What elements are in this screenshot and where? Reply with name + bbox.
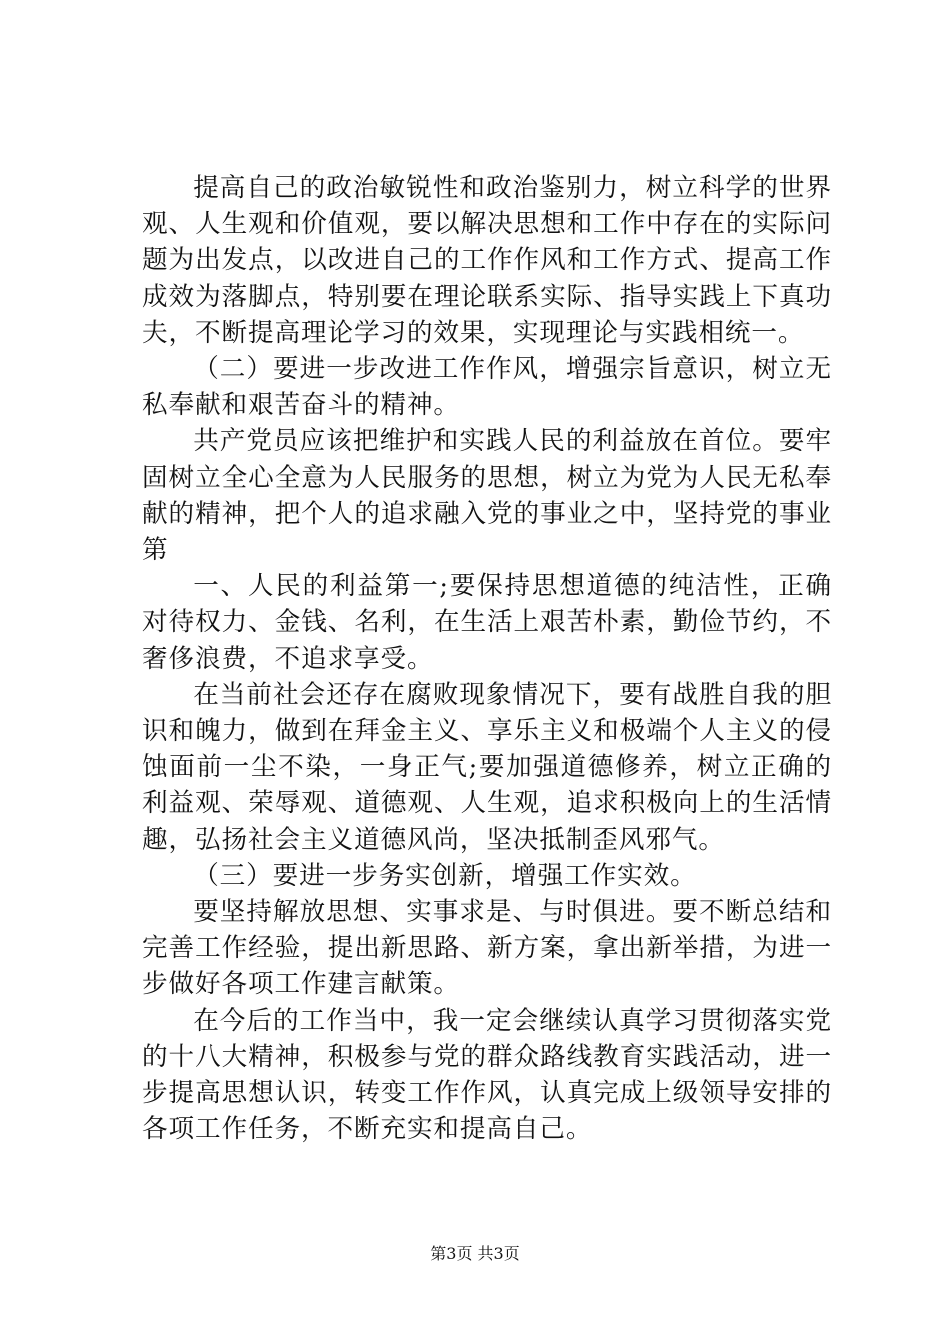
paragraph: 在今后的工作当中，我一定会继续认真学习贯彻落实党的十八大精神，积极参与党的群众路线教育实践活动，进一步提高思想认识，转变工作作风，认真完成上级领导安排的各项工作任务，不断充实和提高自己。: [142, 1005, 832, 1145]
paragraph: 提高自己的政治敏锐性和政治鉴别力，树立科学的世界观、人生观和价值观，要以解决思想和工作中存在的实际问题为出发点，以改进自己的工作作风和工作方式、提高工作成效为落脚点，特别要在理论联系实际、指导实践上下真功夫，不断提高理论学习的效果，实现理论与实践相统一。: [142, 173, 832, 348]
section-heading: （三）要进一步务实创新，增强工作实效。: [193, 860, 697, 891]
paragraph: 要坚持解放思想、实事求是、与时俱进。要不断总结和完善工作经验，提出新思路、新方案，拿出新举措，为进一步做好各项工作建言献策。: [142, 897, 832, 1000]
section-heading: （二）要进一步改进工作作风，增强宗旨意识，树立无私奉献和艰苦奋斗的精神。: [142, 354, 832, 421]
document-body: [142, 170, 832, 1147]
paragraph: 一、人民的利益第一;要保持思想道德的纯洁性，正确对待权力、金钱、名利，在生活上艰苦朴素，勤俭节约，不奢侈浪费，不追求享受。: [142, 571, 832, 674]
paragraph: 在当前社会还存在腐败现象情况下，要有战胜自我的胆识和魄力，做到在拜金主义、享乐主义和极端个人主义的侵蚀面前一尘不染，一身正气;要加强道德修养，树立正确的利益观、荣辱观、道德观、人生观，追求积极向上的生活情趣，弘扬社会主义道德风尚，坚决抵制歪风邪气。: [142, 679, 832, 855]
paragraph: 共产党员应该把维护和实践人民的利益放在首位。要牢固树立全心全意为人民服务的思想，树立为党为人民无私奉献的精神，把个人的追求融入党的事业之中，坚持党的事业第: [142, 426, 832, 566]
page-number-footer: 第3页 共3页: [430, 1244, 520, 1263]
